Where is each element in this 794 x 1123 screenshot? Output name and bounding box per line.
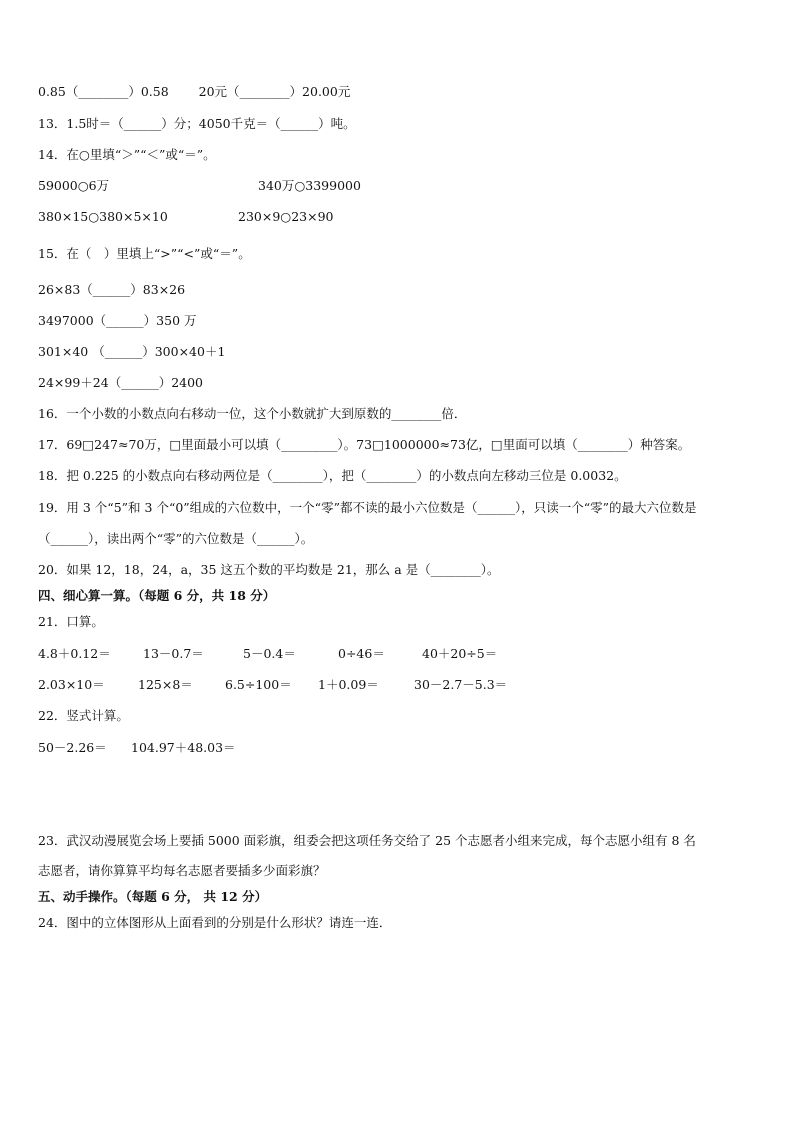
q15-item-d: 24×99＋24（______）2400 <box>38 375 204 390</box>
question-15: 15．在（ ）里填上“>”“<”或“＝”。 <box>38 246 251 261</box>
question-16: 16．一个小数的小数点向右移动一位，这个小数就扩大到原数的________倍． <box>38 406 467 421</box>
q14-item-b: 340万○3399000 <box>258 178 361 193</box>
question-22: 22．竖式计算。 <box>38 708 129 723</box>
question-17: 17．69□247≈70万，□里面最小可以填（_________）。73□1000000≈73亿，□里面可以填（________）种答案。 <box>38 437 691 452</box>
question-18: 18．把 0.225 的小数点向右移动两位是（________），把（________）的小数点向左移动三位是 0.0032。 <box>38 468 627 483</box>
section-4-heading: 四、细心算一算。（每题 6 分，共 18 分） <box>38 588 276 603</box>
question-23-line-1: 23．武汉动漫展览会场上要插 5000 面彩旗，组委会把这项任务交给了 25 个志愿者小组来完成，每个志愿小组有 8 名 <box>38 833 696 848</box>
q14-item-d: 230×9○23×90 <box>238 209 334 224</box>
oral-calc-2-4: 1＋0.09＝ <box>318 677 379 692</box>
question-23-line-2: 志愿者，请你算算平均每名志愿者要插多少面彩旗？ <box>38 863 326 878</box>
oral-calc-2-5: 30－2.7－5.3＝ <box>414 677 508 692</box>
q14-item-c: 380×15○380×5×10 <box>38 209 168 224</box>
section-5-heading: 五、动手操作。（每题 6 分， 共 12 分） <box>38 889 268 904</box>
question-14: 14．在○里填“＞”“＜”或“＝”。 <box>38 147 216 162</box>
compare-decimal: 0.85（________）0.58 <box>38 84 169 99</box>
compare-yuan: 20元（________）20.00元 <box>198 84 351 99</box>
question-19-line-2: （______），读出两个“零”的六位数是（______）。 <box>38 531 314 546</box>
question-24: 24．图中的立体图形从上面看到的分别是什么形状？请连一连． <box>38 915 392 930</box>
oral-calc-2-3: 6.5÷100＝ <box>225 677 292 692</box>
q14-item-a: 59000○6万 <box>38 178 110 193</box>
question-19-line-1: 19．用 3 个“5”和 3 个“0”组成的六位数中，一个“零”都不读的最小六位数是（______），只读一个“零”的最大六位数是 <box>38 500 697 515</box>
q15-item-c: 301×40 （______）300×40＋1 <box>38 344 226 359</box>
compare-line-1 <box>38 84 350 100</box>
oral-calc-2-1: 2.03×10＝ <box>38 677 105 692</box>
q15-item-b: 3497000（______）350 万 <box>38 313 197 328</box>
oral-calc-1-3: 5－0.4＝ <box>243 646 296 661</box>
q15-item-a: 26×83（______）83×26 <box>38 282 186 297</box>
oral-calc-2-2: 125×8＝ <box>138 677 193 692</box>
oral-calc-1-4: 0÷46＝ <box>338 646 385 661</box>
oral-calc-1-1: 4.8＋0.12＝ <box>38 646 111 661</box>
vertical-calc-2: 104.97＋48.03＝ <box>131 740 236 755</box>
vertical-calc-1: 50－2.26＝ <box>38 740 107 755</box>
oral-calc-1-5: 40＋20÷5＝ <box>422 646 498 661</box>
question-21: 21．口算。 <box>38 614 104 629</box>
question-20: 20．如果 12，18，24，a，35 这五个数的平均数是 21，那么 a 是（________）。 <box>38 562 500 577</box>
question-13: 13．1.5时＝（______）分；4050千克＝（______）吨。 <box>38 116 356 131</box>
oral-calc-1-2: 13－0.7＝ <box>143 646 204 661</box>
